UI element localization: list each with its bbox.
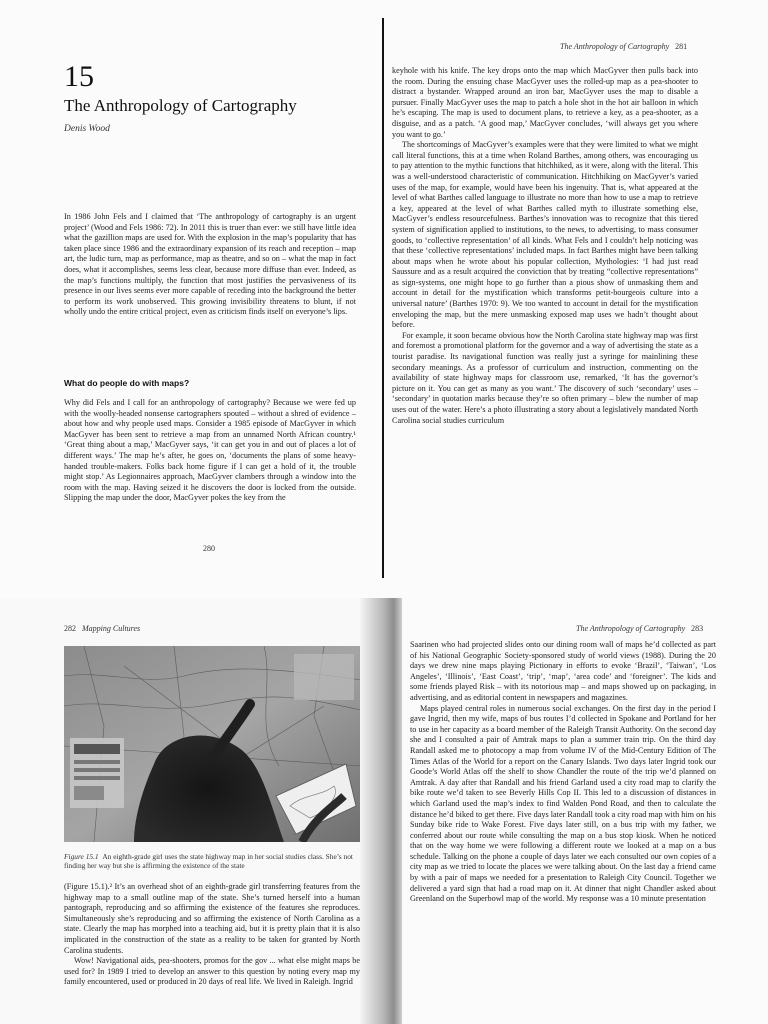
- classroom-photo-graphic: [64, 646, 361, 842]
- paragraph: keyhole with his knife. The key drops onto the map which MacGyver then pulls back into the room. During the ensuing chase MacGyver uses the rolled-up map as a pea-shooter to distract a bystander. Wrapped around an iron bar, MacGyver uses the map to disable a pursuer. Finally MacGyver uses the map to patch a hole shot in the hot air balloon in which he’s escaping. The map is used to document plans, to retrieve a key, as a pea-shooter, as a disguise, and as a patch. ‘A good map,’ MacGyver concludes, ‘will always get you where you want to go.’: [392, 66, 698, 139]
- page-281-body: [392, 66, 698, 426]
- folio-280: 280: [203, 544, 215, 553]
- intro-text: In 1986 John Fels and I claimed that ‘The anthropology of cartography is an urgent project’ (Wood and Fels 1986: 72). In 2011 this is truer than ever: we still have little idea what the gazillion maps are used for. With the explosion in the map’s popularity that has taken place since 1986 and the extraordinary expansion of its reach and reception – map art, the ludic turn, map as performance, map as theatre, and so on – what the map in fact does, what it accomplishes, seems less clear, because more diffuse than ever. Indeed, as the map’s functions multiply, the function that most justifies the pervasiveness of its presence in our lives seems ever more capable of receding into the background the better to perform its work unobserved. This growing invisibility threatens to blunt, if not wholly undo the entire critical project, even as criticism finds itself on everyone’s lips.: [64, 212, 356, 317]
- running-head-283: [576, 624, 703, 633]
- figure-15-1-photo: [64, 646, 361, 842]
- chapter-author: Denis Wood: [64, 124, 110, 134]
- gutter-line-top: [382, 18, 384, 578]
- chapter-title: The Anthropology of Cartography: [64, 96, 297, 115]
- section-body: [64, 398, 356, 504]
- page-282-body: [64, 882, 360, 988]
- running-head-title: The Anthropology of Cartography: [560, 42, 670, 51]
- paragraph: The shortcomings of MacGyver’s examples were that they were limited to what we might call literal functions, this at a time when Roland Barthes, among others, was encouraging us to pay attention to the mythic functions that hitchhiked, as it were, along with the literal. This was a well-understood characteristic of communication. Hitchhiking on MacGyver’s varied uses of the map, for example, would have been his ingenuity. That is, what appeared at the level of what Barthes called language to illustrate no more than how to use a map to retrieve a key, appeared at the level of what Barthes called myth to illustrate something else, MacGyver’s endless resourcefulness. Barthes’s innovation was to recognize that this tiered system of signification applied to institutions, to the news, to advertising, to mass consumer goods, to ‘collective representation’ of all kinds. What Fels and I couldn’t help noticing was that these ‘collective representations’ included maps. In fact Barthes might have been talking about maps when he wrote about his popular collection, Mythologies: ‘I had just read Saussure and as a result acquired the conviction that by treating “collective representations” as sign-systems, one might hope to go further than a pious show of unmasking them and account in detail for the mystification which transforms petit-bourgeois culture into a universal nature’ (Barthes 1970: 9). We too wanted to account in detail for the mystification enveloping the map, but the mere unmasking exposed map uses we hadn’t thought about before.: [392, 140, 698, 330]
- page-283-body: [410, 640, 716, 905]
- page-280: [0, 0, 380, 598]
- figure-caption: [64, 852, 360, 870]
- running-head-title: Mapping Cultures: [82, 624, 141, 633]
- page-281: [386, 0, 768, 598]
- running-head-282: [64, 624, 140, 633]
- figure-caption-text: An eighth-grade girl uses the state highway map in her social studies class. She’s not finding her way but she is affirming the existence of the state: [64, 852, 353, 870]
- page-number-282: 282: [64, 624, 76, 633]
- page-282: [0, 598, 372, 1024]
- paragraph: Wow! Navigational aids, pea-shooters, promos for the gov ... what else might maps be used for? In 1989 I tried to develop an answer to this question by noting every map my family encountered, used or produced in 20 days of real life. We lived in Raleigh. Ingrid: [64, 956, 360, 987]
- page-number-281: 281: [675, 42, 688, 51]
- paragraph: Maps played central roles in numerous social exchanges. On the first day in the period I gave Ingrid, then my wife, maps of bus routes I’d collected in Spokane and Portland for her to use in her capacity as a board member of the Raleigh Transit Authority. On the second day she and I consulted a pair of Amtrak maps to plan a summer train trip. On the third day Randall asked me to photocopy a map from volume IV of the Mid-Century Edition of The Times Atlas of the World for a report on the Canary Islands. Two days later Ingrid took our Goode’s World Atlas off the shelf to show Chandler the route of the trip we’d planned on Amtrak. A day after that Randall and his friend Garland used a city road map to clarify the bike route we’d taken to see Beverly Hills Cop II. This led to a discussion of distances in which Garland used the map’s index to find Walden Pond Road, and then to calculate the distance he’d biked to get there. Five days later Randall took a city road map with him on his Sunday bike ride to Wake Forest. Five days later still, on a bus trip with my father, we conferred about our route while consulting the map on a bus stop kiosk. When he noticed that on the way home we were following a different route we looked at a map on a bus schedule. Talking on the phone a couple of days later we each consulted our own copies of a city map as we tried to locate the places we were talking about. On the last day a friend came by with a pair of maps we needed for a presentation to Raleigh City Council. Together we delivered a yard sign that had a road map on it. At dinner that night Chandler asked about Greenland on the Superbowl map of the world. My response was a 10 minute presentation: [410, 703, 716, 904]
- chapter-number: 15: [64, 60, 94, 93]
- paragraph: For example, it soon became obvious how the North Carolina state highway map was first and foremost a promotional platform for the governor and a way of advertising the state as a tourist paradise. Its navigational function was really just a syringe for mainlining these secondary meanings. As a professor of curriculum and instruction, commenting on the availability of state highway maps for classroom use, remarked, ‘It has the governor’s picture on it. You can get as many as you want.’ The discovery of such ‘secondary’ uses – ‘secondary’ in quotation marks because they’re so often primary – blew the number of map uses out of the water. Here’s a photo illustrating a story about a legislatively mandated North Carolina social studies curriculum: [392, 330, 698, 425]
- page-number-283: 283: [691, 624, 704, 633]
- section-heading: What do people do with maps?: [64, 378, 190, 388]
- binding-shadow: [360, 598, 402, 1024]
- figure-label: Figure 15.1: [64, 852, 99, 861]
- paragraph: Saarinen who had projected slides onto our dining room wall of maps he’d collected as part of his National Geographic Society-sponsored study of world views (1988). During the 20 days we drew nine maps playing Pictionary in efforts to evoke ‘Brazil’, ‘Taiwan’, ‘Los Angeles’, ‘Illinois’, ‘East Coast’, ‘trip’, ‘map’, ‘area code’ and ‘foreigner’. The kids and some friends played Risk – with its notorious map – and maps showed up on packaging, in advertising, and as editorial content in newspapers and magazines.: [410, 640, 716, 702]
- intro-paragraph: [64, 212, 356, 318]
- page-283: [402, 598, 768, 1024]
- section-text: Why did Fels and I call for an anthropology of cartography? Because we were fed up with the woolly-headed nonsense cartographers spouted – without a shred of evidence – about how and why people used maps. Consider a 1985 episode of MacGyver in which MacGyver has been sent to retrieve a map from an unnamed North African country.¹ ‘Great thing about a map,’ MacGyver says, ‘it can get you in and out of places a lot of different ways.’ The map he’s after, he goes on, ‘documents the plans of some heavy-handed trouble-makers. Folks back home figure if I can get a hold of it, the trouble might stop.’ As Legionnaires approach, MacGyver clambers through a window into the room with the map. Having seized it he discovers the door is locked from the outside. Slipping the map under the door, MacGyver pokes the key from the: [64, 398, 356, 503]
- running-head-title: The Anthropology of Cartography: [576, 624, 686, 633]
- paragraph: (Figure 15.1).² It’s an overhead shot of an eighth-grade girl transferring features from the highway map to a small outline map of the state. She’s turned herself into a human pantograph, reproducing and so affirming the existence of the features she reproduces. Simultaneously she’s reproducing and so affirming the existence of North Carolina as a state. Clearly the map has morphed into a teaching aid, but it is pretty plain that it is also implicated in the construction of the state as a reality to be taken for granted by North Carolina students.: [64, 882, 360, 955]
- spread-pages-282-283: [0, 598, 768, 1024]
- running-head-281: [560, 42, 687, 51]
